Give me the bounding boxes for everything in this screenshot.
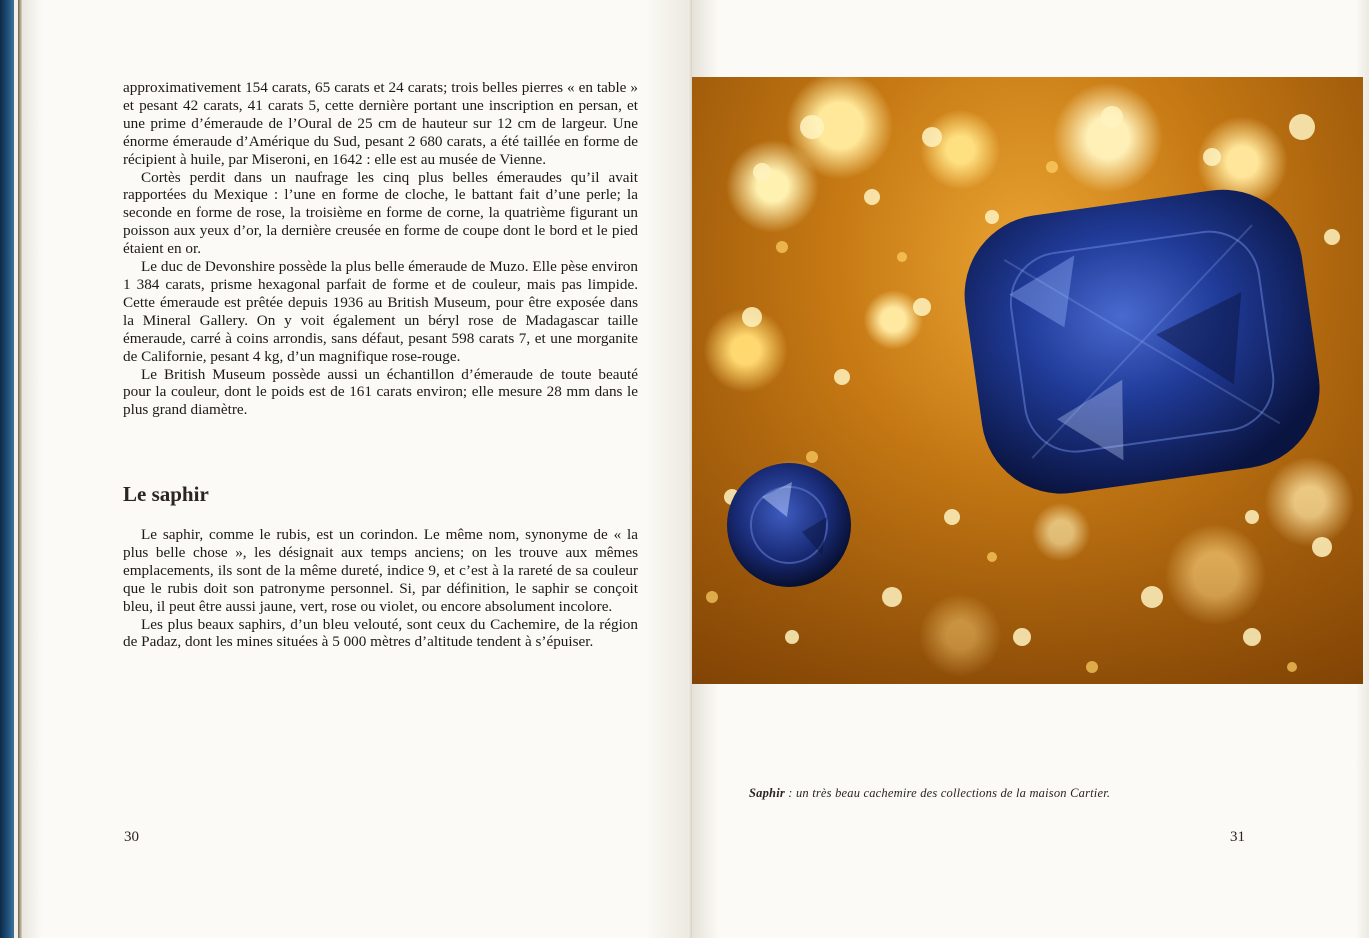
section-heading: Le saphir (123, 482, 209, 506)
paragraph: Le duc de Devonshire possède la plus belle émeraude de Muzo. Elle pèse environ 1 384 carats, prisme hexagonal parfait de forme et de couleur, mais pas limpide. Cette émeraude est prêtée depuis 1936 au British Museum, pour être exposée dans la Mineral Gallery. On y voit également un béryl rose de Madagascar taille émeraude, carré à coins arrondis, sans défaut, pesant 598 carats 7, et une morganite de Californie, pesant 4 kg, d’un magnifique rose-rouge. (123, 258, 638, 365)
photo-caption (749, 786, 1269, 801)
paragraph: Le saphir, comme le rubis, est un corindon. Le même nom, synonyme de « la plus belle chose », les désignait aux temps anciens; on les trouve aux mêmes emplacements, ils sont de la même dureté, indice 9, et c’est à la rareté de sa couleur que le rubis doit son patronyme personnel. Si, par définition, le saphir se conçoit bleu, il peut être aussi jaune, vert, rose ou violet, ou encore absolument incolore. (123, 526, 638, 615)
paragraph: Cortès perdit dans un naufrage les cinq plus belles émeraudes qu’il avait rapportées du Mexique : l’une en forme de cloche, le battant fait d’une perle; la seconde en forme de rose, la troisième en forme de corne, la quatrième figurant un poisson aux yeux d’or, la dernière creusée en forme de coupe dont le bord et le pied étaient en or. (123, 168, 638, 258)
body-text-sapphire (123, 526, 638, 651)
right-page (692, 0, 1369, 938)
page-number: 30 (124, 829, 139, 845)
book-edge (0, 0, 22, 938)
sapphire-photo (692, 77, 1363, 684)
sapphire-illustration (692, 77, 1363, 684)
paragraph: Les plus beaux saphirs, d’un bleu velouté, sont ceux du Cachemire, de la région de Padaz, dont les mines situées à 5 000 mètres d’altitude tendent à s’épuiser. (123, 615, 638, 651)
body-text-emeralds (123, 79, 638, 419)
small-sapphire (727, 463, 851, 587)
page-number: 31 (1230, 829, 1245, 845)
left-page (22, 0, 692, 938)
caption-lead: Saphir (749, 786, 785, 800)
paragraph: Le British Museum possède aussi un échantillon d’émeraude de toute beauté pour la couleur, dont le poids est de 161 carats environ; elle mesure 28 mm dans le plus grand diamètre. (123, 365, 638, 419)
paragraph: approximativement 154 carats, 65 carats et 24 carats; trois belles pierres « en table » et pesant 42 carats, 41 carats 5, cette dernière portant une inscription en persan, et une prime d’émeraude de l’Oural de 25 cm de hauteur sur 12 cm de largeur. Une énorme émeraude d’Amérique du Sud, pesant 2 680 carats, a été taillée en forme de récipient à huile, par Miseroni, en 1642 : elle est au musée de Vienne. (123, 79, 638, 168)
caption-text: : un très beau cachemire des collections de la maison Cartier. (784, 786, 1111, 800)
large-sapphire (954, 179, 1330, 504)
